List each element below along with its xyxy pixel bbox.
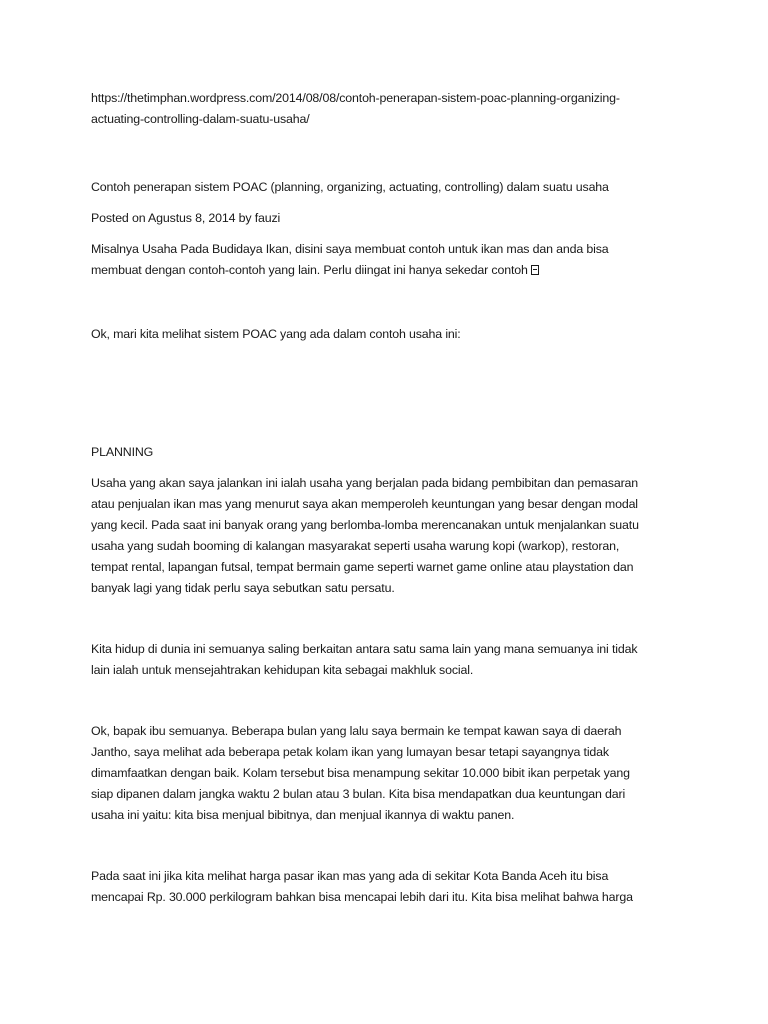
paragraph-1-line: Usaha yang akan saya jalankan ini ialah usaha yang berjalan pada bidang pembibitan dan pemasaran [91,476,639,490]
intro-line-1: Misalnya Usaha Pada Budidaya Ikan, disini saya membuat contoh untuk ikan mas dan anda bisa [91,242,609,256]
smiley-placeholder-icon [531,265,539,275]
paragraph-4 [91,866,691,908]
source-url[interactable] [91,88,691,130]
paragraph-1-line: banyak lagi yang tidak perlu saya sebutkan satu persatu. [91,581,395,595]
paragraph-1-line: tempat rental, lapangan futsal, tempat bermain game seperti warnet game online atau playstation dan [91,560,634,574]
paragraph-3-line: Jantho, saya melihat ada beberapa petak kolam ikan yang lumayan besar tetapi sayangnya tidak [91,745,609,759]
paragraph-2-line: lain ialah untuk mensejahtrakan kehidupan kita sebagai makhluk social. [91,663,474,677]
paragraph-1-line: atau penjualan ikan mas yang menurut saya akan memperoleh keuntungan yang besar dengan modal [91,497,638,511]
intro-line-2-text: membuat dengan contoh-contoh yang lain. Perlu diingat ini hanya sekedar contoh [91,263,528,277]
paragraph-3 [91,721,691,826]
post-title: Contoh penerapan sistem POAC (planning, organizing, actuating, controlling) dalam suatu usaha [91,180,609,194]
paragraph-4-line: mencapai Rp. 30.000 perkilogram bahkan bisa mencapai lebih dari itu. Kita bisa melihat bahwa harga [91,890,633,904]
paragraph-1 [91,473,691,599]
source-url-line-1[interactable]: https://thetimphan.wordpress.com/2014/08/08/contoh-penerapan-sistem-poac-planning-organizing- [91,91,620,105]
paragraph-3-line: Ok, bapak ibu semuanya. Beberapa bulan yang lalu saya bermain ke tempat kawan saya di daerah [91,724,622,738]
paragraph-2-line: Kita hidup di dunia ini semuanya saling berkaitan antara satu sama lain yang mana semuanya ini tidak [91,642,638,656]
paragraph-4-line: Pada saat ini jika kita melihat harga pasar ikan mas yang ada di sekitar Kota Banda Aceh itu bisa [91,869,609,883]
paragraph-3-line: usaha ini yaitu: kita bisa menjual bibitnya, dan menjual ikannya di waktu panen. [91,808,515,822]
paragraph-1-line: yang kecil. Pada saat ini banyak orang yang berlomba-lomba merencanakan untuk menjalankan suatu [91,518,639,532]
paragraph-2 [91,639,691,681]
intro-line-2 [91,260,691,281]
paragraph-1-line: usaha yang sudah booming di kalangan masyarakat seperti usaha warung kopi (warkop), restoran, [91,539,620,553]
intro-paragraph [91,239,691,281]
source-url-line-2[interactable]: actuating-controlling-dalam-suatu-usaha/ [91,112,310,126]
paragraph-3-line: siap dipanen dalam jangka waktu 2 bulan atau 3 bulan. Kita bisa mendapatkan dua keuntungan dari [91,787,626,801]
ok-line: Ok, mari kita melihat sistem POAC yang ada dalam contoh usaha ini: [91,327,461,341]
posted-on: Posted on Agustus 8, 2014 by fauzi [91,211,281,225]
section-heading-planning: PLANNING [91,445,154,459]
document-page [91,88,691,908]
paragraph-3-line: dimamfaatkan dengan baik. Kolam tersebut bisa menampung sekitar 10.000 bibit ikan perpetak yang [91,766,630,780]
